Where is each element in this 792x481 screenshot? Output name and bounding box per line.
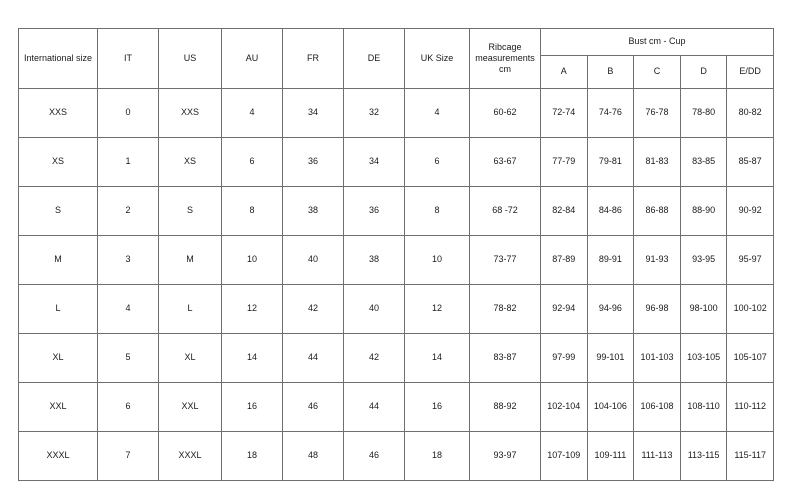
- cell-uk: 18: [405, 432, 470, 481]
- cell-ribcage: 93-97: [470, 432, 541, 481]
- table-header: [19, 29, 774, 89]
- column-header-fr: FR: [283, 29, 344, 89]
- column-header-cup-d: D: [680, 56, 727, 89]
- cell-us: XXXL: [159, 432, 222, 481]
- cell-cup-d: 78-80: [680, 89, 727, 138]
- cell-ribcage: 68 -72: [470, 187, 541, 236]
- column-header-ribcage-measurements: Ribcage measurements cm: [470, 29, 541, 89]
- cell-de: 42: [344, 334, 405, 383]
- cell-cup-c: 86-88: [634, 187, 681, 236]
- cell-cup-a: 72-74: [541, 89, 588, 138]
- cell-uk: 14: [405, 334, 470, 383]
- table-row: [19, 334, 774, 383]
- column-header-au: AU: [222, 29, 283, 89]
- cell-it: 3: [98, 236, 159, 285]
- column-header-international-size: International size: [19, 29, 98, 89]
- cell-us: XL: [159, 334, 222, 383]
- cell-cup-edd: 100-102: [727, 285, 774, 334]
- cell-de: 44: [344, 383, 405, 432]
- column-header-cup-b: B: [587, 56, 634, 89]
- cell-uk: 8: [405, 187, 470, 236]
- cell-us: M: [159, 236, 222, 285]
- cell-cup-d: 113-115: [680, 432, 727, 481]
- cell-fr: 36: [283, 138, 344, 187]
- cell-uk: 10: [405, 236, 470, 285]
- cell-international-size: XXS: [19, 89, 98, 138]
- column-header-de: DE: [344, 29, 405, 89]
- cell-cup-b: 79-81: [587, 138, 634, 187]
- cell-international-size: S: [19, 187, 98, 236]
- cell-au: 4: [222, 89, 283, 138]
- cell-cup-c: 101-103: [634, 334, 681, 383]
- column-header-cup-c: C: [634, 56, 681, 89]
- cell-au: 14: [222, 334, 283, 383]
- cell-de: 36: [344, 187, 405, 236]
- cell-uk: 16: [405, 383, 470, 432]
- cell-us: XS: [159, 138, 222, 187]
- cell-cup-a: 102-104: [541, 383, 588, 432]
- cell-fr: 44: [283, 334, 344, 383]
- cell-cup-a: 77-79: [541, 138, 588, 187]
- table-row: [19, 432, 774, 481]
- cell-international-size: L: [19, 285, 98, 334]
- cell-cup-c: 96-98: [634, 285, 681, 334]
- cell-cup-b: 84-86: [587, 187, 634, 236]
- cell-au: 6: [222, 138, 283, 187]
- cell-ribcage: 78-82: [470, 285, 541, 334]
- cell-cup-edd: 90-92: [727, 187, 774, 236]
- cell-international-size: M: [19, 236, 98, 285]
- table-row: [19, 383, 774, 432]
- cell-cup-a: 82-84: [541, 187, 588, 236]
- cell-au: 16: [222, 383, 283, 432]
- cell-cup-b: 74-76: [587, 89, 634, 138]
- cell-it: 6: [98, 383, 159, 432]
- cell-us: XXS: [159, 89, 222, 138]
- cell-cup-edd: 110-112: [727, 383, 774, 432]
- cell-de: 34: [344, 138, 405, 187]
- cell-fr: 34: [283, 89, 344, 138]
- cell-fr: 42: [283, 285, 344, 334]
- cell-international-size: XL: [19, 334, 98, 383]
- cell-international-size: XS: [19, 138, 98, 187]
- size-chart-table: [18, 28, 774, 481]
- cell-ribcage: 73-77: [470, 236, 541, 285]
- cell-cup-a: 87-89: [541, 236, 588, 285]
- cell-cup-b: 109-111: [587, 432, 634, 481]
- cell-uk: 6: [405, 138, 470, 187]
- cell-cup-a: 92-94: [541, 285, 588, 334]
- cell-de: 32: [344, 89, 405, 138]
- column-header-it: IT: [98, 29, 159, 89]
- cell-cup-d: 103-105: [680, 334, 727, 383]
- cell-ribcage: 63-67: [470, 138, 541, 187]
- cell-cup-b: 89-91: [587, 236, 634, 285]
- cell-cup-b: 104-106: [587, 383, 634, 432]
- cell-cup-a: 97-99: [541, 334, 588, 383]
- cell-de: 40: [344, 285, 405, 334]
- column-header-cup-edd: E/DD: [727, 56, 774, 89]
- cell-cup-d: 93-95: [680, 236, 727, 285]
- cell-fr: 40: [283, 236, 344, 285]
- column-header-cup-a: A: [541, 56, 588, 89]
- cell-international-size: XXXL: [19, 432, 98, 481]
- cell-cup-c: 81-83: [634, 138, 681, 187]
- cell-us: XXL: [159, 383, 222, 432]
- cell-cup-b: 99-101: [587, 334, 634, 383]
- cell-us: L: [159, 285, 222, 334]
- table-row: [19, 138, 774, 187]
- cell-fr: 46: [283, 383, 344, 432]
- cell-de: 38: [344, 236, 405, 285]
- cell-cup-d: 108-110: [680, 383, 727, 432]
- cell-au: 8: [222, 187, 283, 236]
- column-group-header-bust-cup: Bust cm - Cup: [541, 29, 774, 56]
- cell-cup-c: 76-78: [634, 89, 681, 138]
- cell-uk: 4: [405, 89, 470, 138]
- table-row: [19, 285, 774, 334]
- cell-cup-c: 106-108: [634, 383, 681, 432]
- cell-cup-edd: 80-82: [727, 89, 774, 138]
- table-row: [19, 236, 774, 285]
- cell-cup-c: 111-113: [634, 432, 681, 481]
- cell-fr: 48: [283, 432, 344, 481]
- cell-cup-d: 83-85: [680, 138, 727, 187]
- cell-it: 4: [98, 285, 159, 334]
- cell-au: 10: [222, 236, 283, 285]
- cell-cup-c: 91-93: [634, 236, 681, 285]
- header-row-group: [19, 29, 774, 56]
- cell-cup-edd: 85-87: [727, 138, 774, 187]
- table-body: [19, 89, 774, 481]
- cell-de: 46: [344, 432, 405, 481]
- cell-cup-d: 98-100: [680, 285, 727, 334]
- cell-it: 2: [98, 187, 159, 236]
- column-header-uk-size: UK Size: [405, 29, 470, 89]
- cell-ribcage: 83-87: [470, 334, 541, 383]
- cell-it: 1: [98, 138, 159, 187]
- cell-cup-edd: 115-117: [727, 432, 774, 481]
- cell-it: 0: [98, 89, 159, 138]
- table-row: [19, 187, 774, 236]
- cell-it: 5: [98, 334, 159, 383]
- cell-cup-b: 94-96: [587, 285, 634, 334]
- column-header-us: US: [159, 29, 222, 89]
- cell-cup-d: 88-90: [680, 187, 727, 236]
- cell-ribcage: 88-92: [470, 383, 541, 432]
- cell-international-size: XXL: [19, 383, 98, 432]
- cell-uk: 12: [405, 285, 470, 334]
- cell-cup-edd: 95-97: [727, 236, 774, 285]
- cell-cup-a: 107-109: [541, 432, 588, 481]
- cell-au: 18: [222, 432, 283, 481]
- cell-it: 7: [98, 432, 159, 481]
- cell-fr: 38: [283, 187, 344, 236]
- cell-us: S: [159, 187, 222, 236]
- cell-au: 12: [222, 285, 283, 334]
- cell-cup-edd: 105-107: [727, 334, 774, 383]
- table-row: [19, 89, 774, 138]
- cell-ribcage: 60-62: [470, 89, 541, 138]
